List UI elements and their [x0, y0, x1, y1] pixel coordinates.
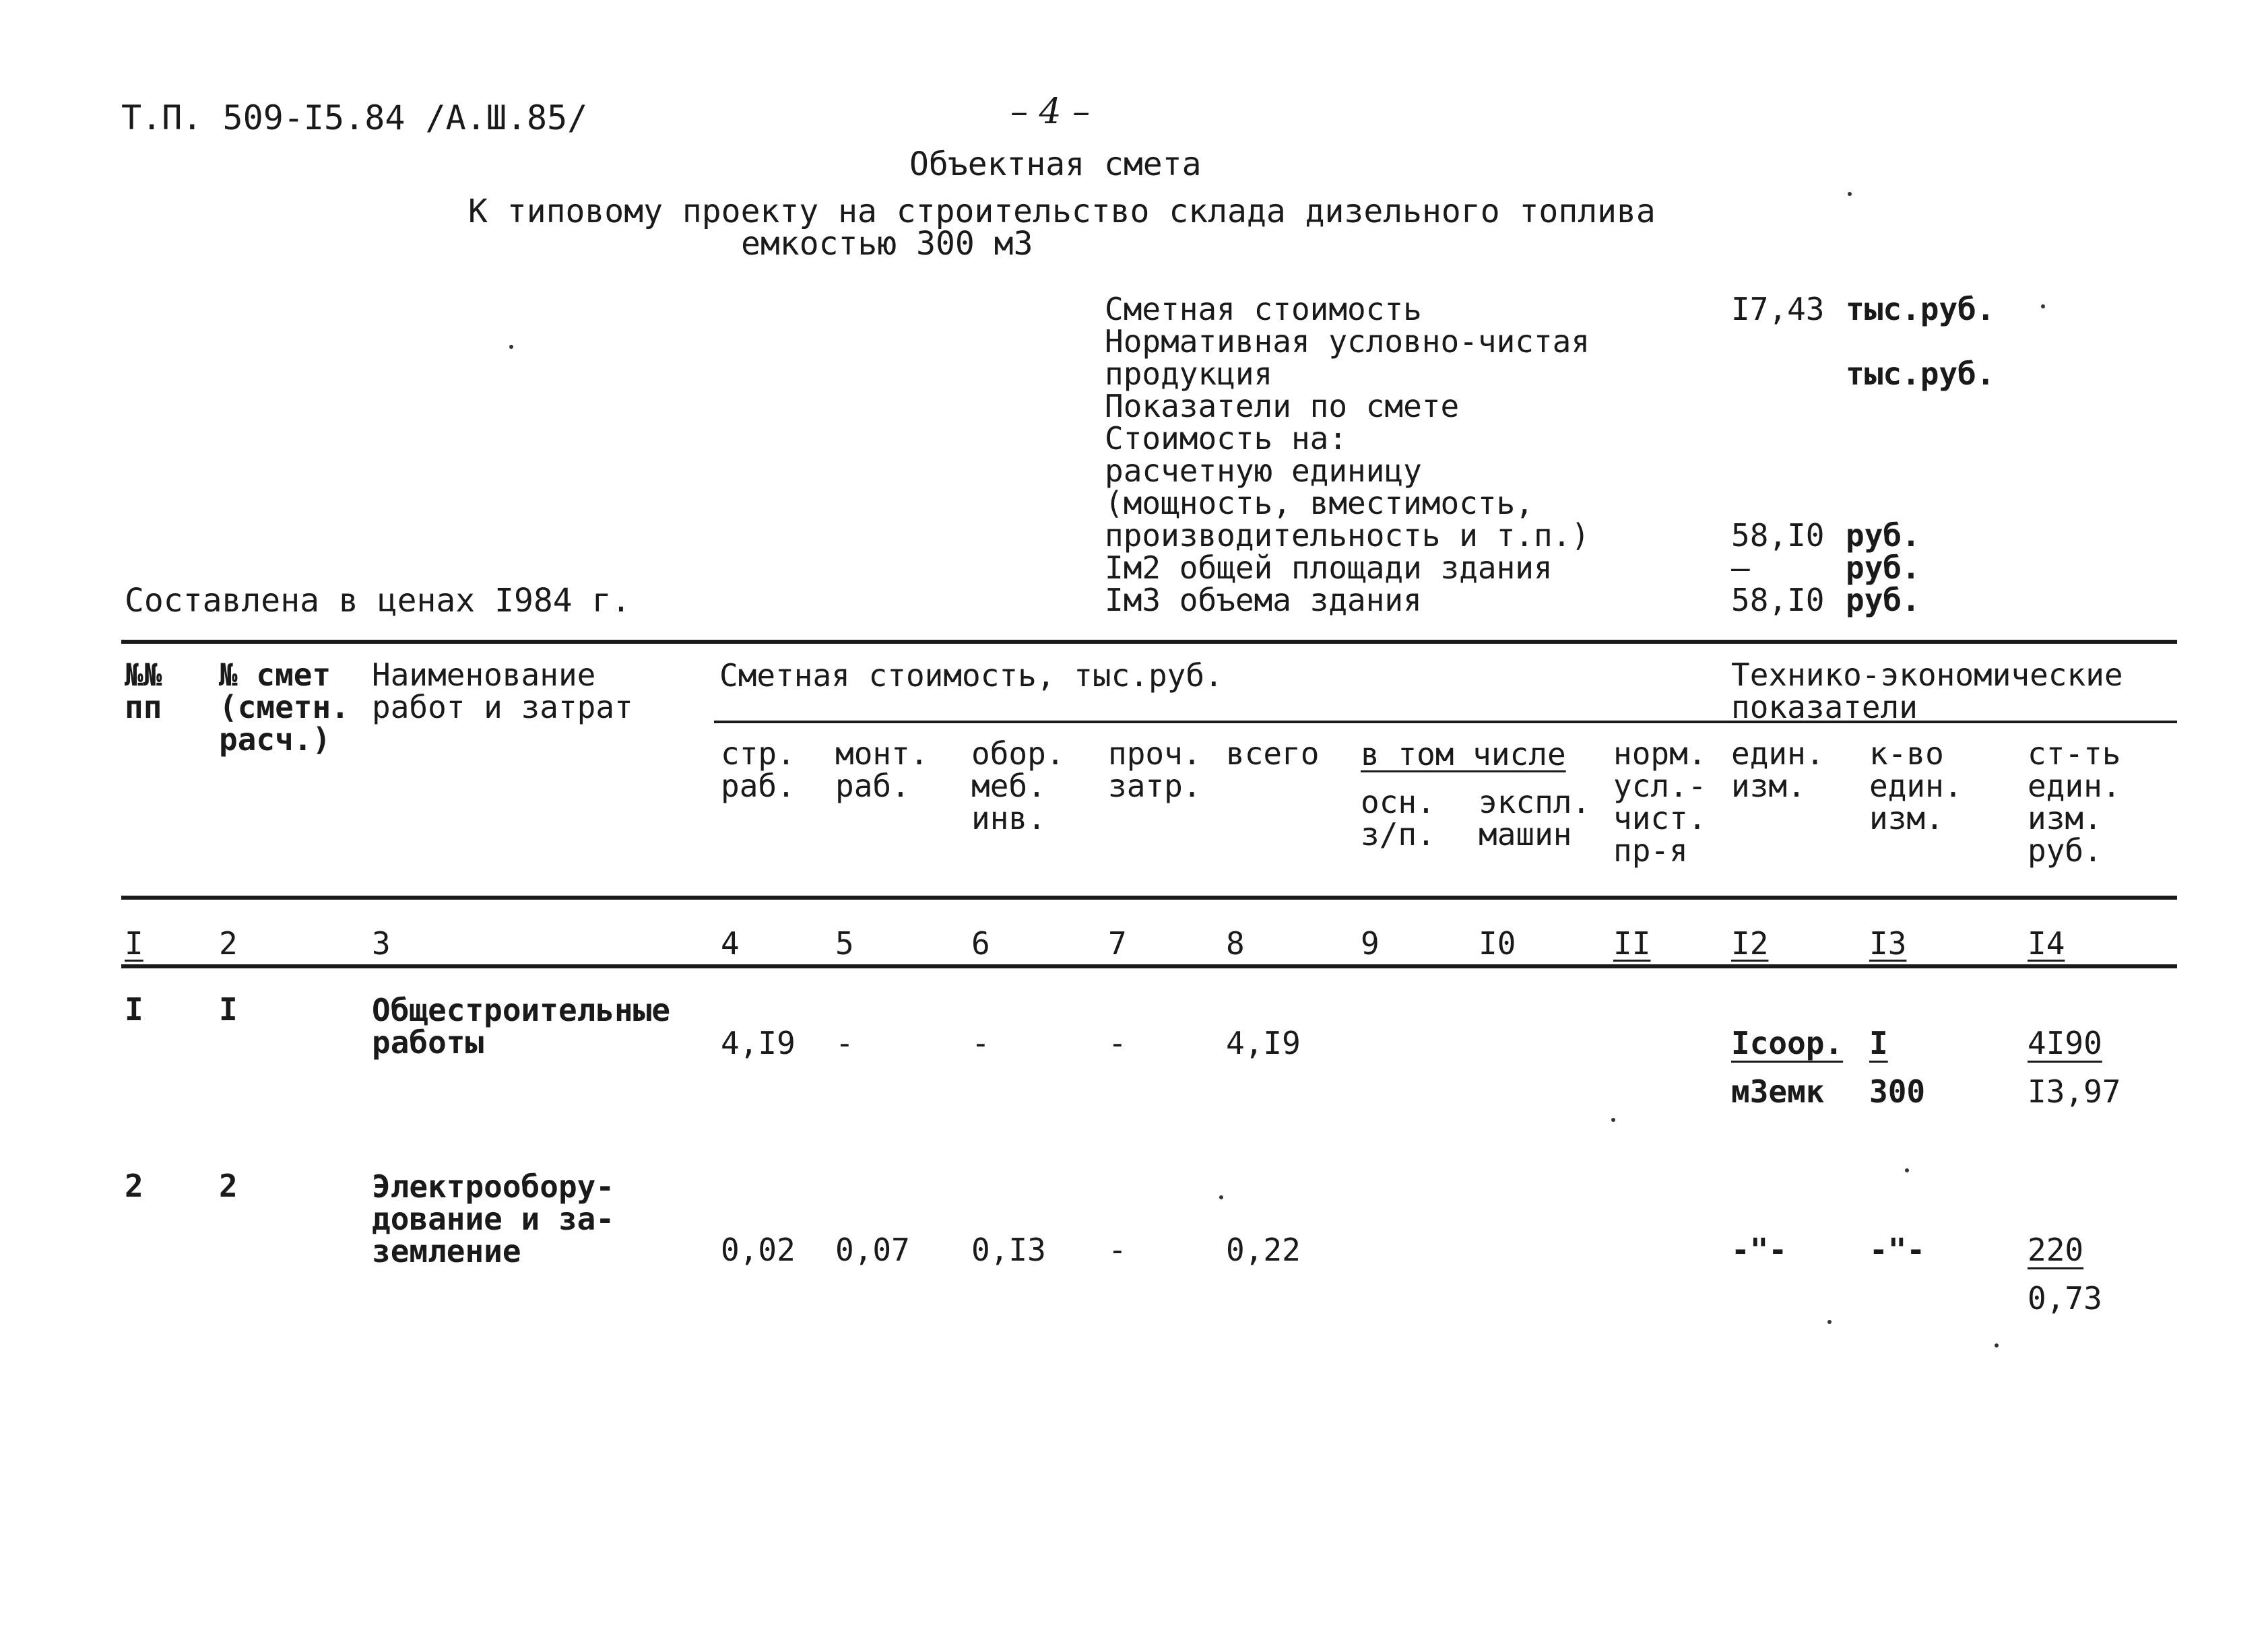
header-estimate-number: № смет (сметн. расч.) — [219, 657, 350, 758]
estimated-cost-unit: тыс.руб. — [1846, 291, 1995, 327]
summary-line-normative: Нормативная условно-чистая — [1105, 323, 1590, 360]
row-2-equipment: 0,I3 — [971, 1232, 1046, 1268]
row-2-cost-top: 220 — [2028, 1232, 2084, 1268]
header-machine-operation: экспл. машин — [1479, 784, 1591, 853]
document-code: Т.П. 509-I5.84 /А.Ш.85/ — [121, 98, 588, 137]
normative-product-unit: тыс.руб. — [1846, 356, 1995, 392]
header-in-that-number: в том числе — [1361, 736, 1566, 772]
row-2-estimate: 2 — [219, 1168, 238, 1204]
summary-line-per-m3: Iм3 объема здания — [1105, 582, 1422, 618]
summary-line-capacity: (мощность, вместимость, — [1105, 485, 1534, 521]
row-1-cost-bottom: I3,97 — [2028, 1073, 2121, 1110]
header-equipment: обор. меб. инв. — [971, 735, 1065, 836]
column-number: 4 — [721, 925, 740, 962]
row-2-construction: 0,02 — [721, 1232, 796, 1268]
column-number: I3 — [1869, 925, 1907, 962]
scan-speck — [1219, 1195, 1223, 1199]
summary-line-product: продукция — [1105, 356, 1273, 392]
column-number: I — [125, 925, 143, 962]
row-1-construction: 4,I9 — [721, 1025, 796, 1061]
column-number: I0 — [1479, 925, 1516, 962]
row-2-quantity-ditto: -"- — [1869, 1232, 1926, 1268]
per-unit-unit: руб. — [1846, 517, 1920, 554]
summary-line-estimated-cost: Сметная стоимость — [1105, 291, 1422, 327]
column-number: 7 — [1108, 925, 1127, 962]
header-row-number: №№ пп — [125, 657, 162, 725]
per-m3-unit: руб. — [1846, 582, 1920, 618]
per-m3-value: 58,I0 — [1731, 582, 1825, 618]
row-2-installation: 0,07 — [835, 1232, 910, 1268]
header-unit-cost: ст-ть един. изм. руб. — [2028, 735, 2121, 869]
document-subtitle-line2: емкостью 300 м3 — [741, 225, 1033, 263]
row-2-number: 2 — [125, 1168, 143, 1204]
column-number: 2 — [219, 925, 238, 962]
header-unit-quantity: к-во един. изм. — [1869, 735, 1963, 836]
header-work-name: Наименование работ и затрат — [372, 657, 633, 725]
per-m2-value: – — [1731, 550, 1750, 586]
row-2-total: 0,22 — [1226, 1232, 1301, 1268]
header-installation-works: монт. раб. — [835, 735, 929, 804]
estimated-cost-value: I7,43 — [1731, 291, 1825, 327]
scan-speck — [1905, 1168, 1909, 1172]
row-1-total: 4,I9 — [1226, 1025, 1301, 1061]
row-2-other: - — [1108, 1232, 1127, 1268]
document-subtitle-line1: К типовому проекту на строительство склада дизельного топлива — [468, 193, 1656, 230]
row-2-cost-bottom: 0,73 — [2028, 1280, 2102, 1317]
row-2-name: Электрообору- дование и за- земление — [372, 1168, 615, 1269]
scan-speck — [1848, 192, 1852, 196]
row-1-estimate: I — [219, 991, 238, 1028]
header-unit: един. изм. — [1731, 735, 1825, 804]
header-normative-product: норм. усл.- чист. пр-я — [1613, 735, 1707, 869]
header-base-salary: осн. з/п. — [1361, 784, 1435, 853]
table-column-number-rule — [121, 964, 2177, 968]
prices-note: Составлена в ценах I984 г. — [125, 582, 631, 620]
scan-speck — [1827, 1320, 1832, 1324]
summary-line-productivity: производительность и т.п.) — [1105, 517, 1590, 554]
document-title: Объектная смета — [909, 145, 1202, 183]
table-header-bottom-rule — [121, 896, 2177, 900]
summary-line-calc-unit: расчетную единицу — [1105, 453, 1422, 489]
header-total: всего — [1226, 735, 1320, 772]
column-number: 9 — [1361, 925, 1380, 962]
column-number: I2 — [1731, 925, 1769, 962]
header-construction-works: стр. раб. — [721, 735, 796, 804]
column-number: 5 — [835, 925, 854, 962]
page-number: – 4 – — [1010, 92, 1091, 132]
row-1-installation: - — [835, 1025, 854, 1061]
per-m2-unit: руб. — [1846, 550, 1920, 586]
row-1-quantity-bottom: 300 — [1869, 1073, 1926, 1110]
column-number: I4 — [2028, 925, 2065, 962]
summary-line-indicators: Показатели по смете — [1105, 388, 1460, 424]
header-estimated-cost-group: Сметная стоимость, тыс.руб. — [719, 657, 1223, 694]
table-top-rule — [121, 640, 2177, 644]
column-number: 6 — [971, 925, 990, 962]
per-unit-value: 58,I0 — [1731, 517, 1825, 554]
row-1-equipment: - — [971, 1025, 990, 1061]
row-1-quantity-top: I — [1869, 1025, 1888, 1061]
header-tech-economic-group: Технико-экономические показатели — [1731, 657, 2123, 725]
header-other-costs: проч. затр. — [1108, 735, 1202, 804]
row-1-name: Общестроительные работы — [372, 992, 671, 1061]
column-number: 3 — [372, 925, 391, 962]
summary-line-per-m2: Iм2 общей площади здания — [1105, 550, 1553, 586]
row-2-unit-ditto: -"- — [1731, 1232, 1788, 1268]
row-1-unit-top: Iсоор. — [1731, 1025, 1844, 1061]
row-1-unit-bottom: м3емк — [1731, 1073, 1825, 1110]
scan-speck — [1611, 1118, 1615, 1122]
row-1-other: - — [1108, 1025, 1127, 1061]
row-1-cost-top: 4I90 — [2028, 1025, 2102, 1061]
column-number: 8 — [1226, 925, 1245, 962]
scan-speck — [1995, 1343, 1999, 1347]
row-1-number: I — [125, 991, 143, 1028]
scan-speck — [2041, 304, 2045, 308]
scan-speck — [509, 345, 513, 349]
summary-line-cost-for: Стоимость на: — [1105, 420, 1348, 457]
column-number: II — [1613, 925, 1651, 962]
